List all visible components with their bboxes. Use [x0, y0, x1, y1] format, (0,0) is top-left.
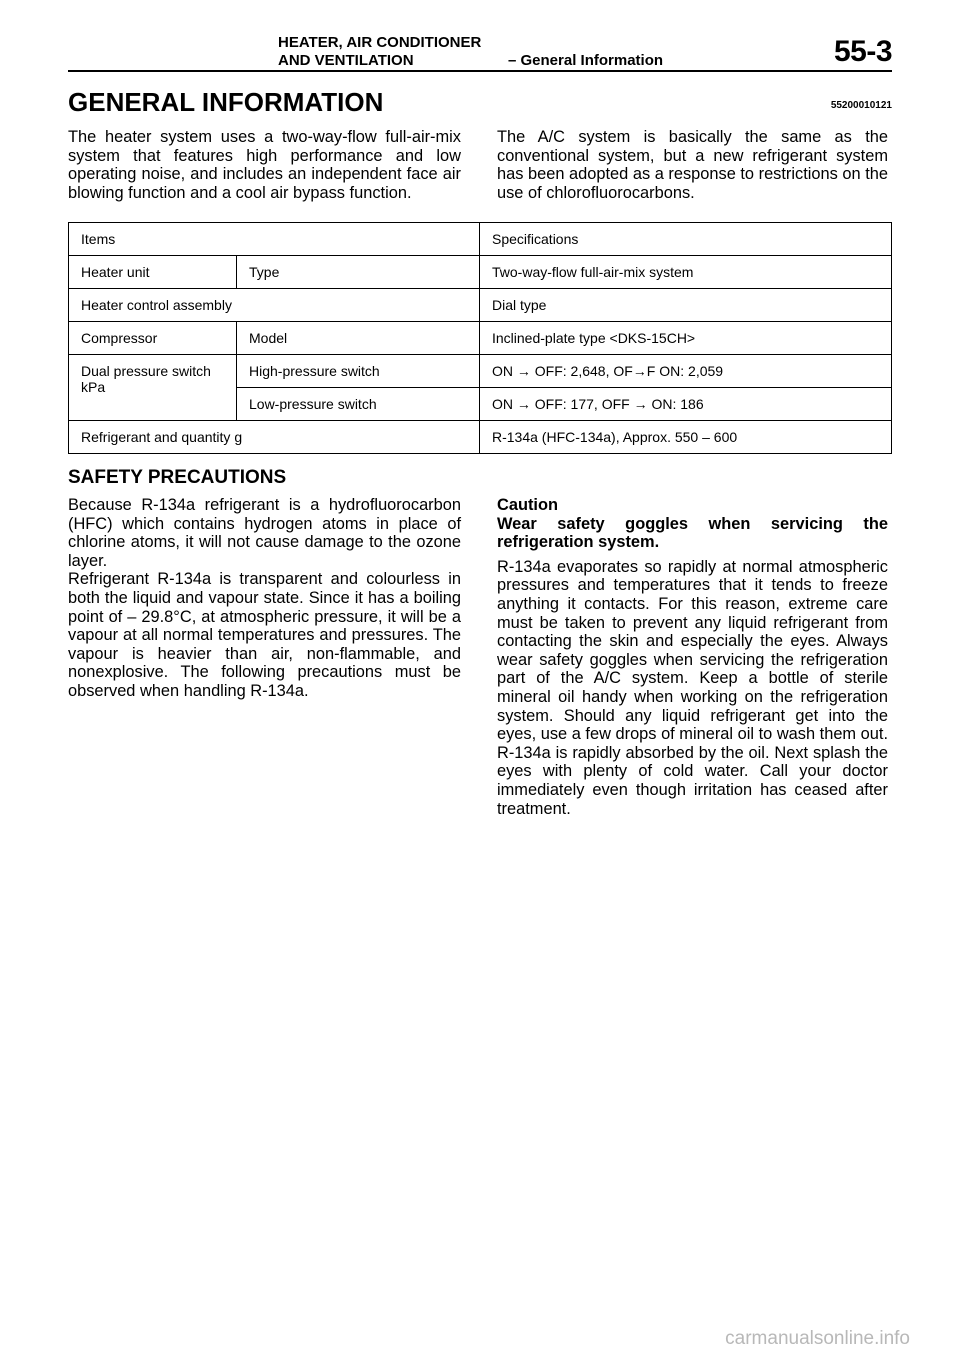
header-section-line1: HEATER, AIR CONDITIONER [278, 34, 482, 51]
cell-sub-item: Type [237, 256, 480, 289]
table-row [69, 421, 892, 454]
document-id: 55200010121 [830, 100, 892, 111]
cell-item: Refrigerant and quantity g [69, 421, 480, 454]
table-row [69, 256, 892, 289]
caution-label: Caution [497, 496, 559, 514]
cell-sub-item: High-pressure switch [237, 355, 480, 388]
header-subsection: – General Information [508, 52, 664, 69]
cell-item-dual-switch [69, 355, 237, 421]
specifications-table [68, 222, 892, 454]
header-section-line2: AND VENTILATION [278, 52, 414, 69]
cell-sub-item: Model [237, 322, 480, 355]
cell-item: Heater unit [69, 256, 237, 289]
watermark: carmanualsonline.info [725, 1328, 910, 1349]
safety-paragraph-1: Because R-134a refrigerant is a hydrofluorocarbon (HFC) which contains hydrogen atoms in place of chlorine atoms, it will not cause damage to the ozone layer. [68, 496, 461, 570]
cell-sub-item: Low-pressure switch [237, 388, 480, 421]
header-items: Items [69, 223, 480, 256]
dual-switch-label: Dual pressure switch [81, 363, 211, 379]
intro-right-paragraph: The A/C system is basically the same as the conventional system, but a new refrigerant system has been adopted as a response to restrictions on the use of chlorofluorocarbons. [497, 128, 888, 202]
page-number: 55-3 [833, 35, 892, 68]
cell-spec: Inclined-plate type <DKS-15CH> [480, 322, 892, 355]
cell-item: Heater control assembly [69, 289, 480, 322]
cell-spec: Dial type [480, 289, 892, 322]
safety-paragraph-2: Refrigerant R-134a is transparent and colourless in both the liquid and vapour state. Since it has a boiling point of – 29.8°C, at atmospheric pressure, it will be a vapour at all normal temperatures and pressures. The vapour is heavier than air, non-flammable, and nonexplosive. The following precautions must be observed when handling R-134a. [68, 570, 461, 700]
safety-right-column [497, 496, 888, 818]
table-header-row [69, 223, 892, 256]
safety-paragraph-3: R-134a evaporates so rapidly at normal atmospheric pressures and temperatures that it tends to freeze anything it contacts. For this reason, extreme care must be taken to prevent any liquid refrigerant from contacting the skin and especially the eyes. Always wear safety goggles when servicing the refrigeration part of the A/C system. Keep a bottle of sterile mineral oil handy when working on the refrigeration system. Should any liquid refrigerant get into the eyes, use a few drops of mineral oil to wash them out. R-134a is rapidly absorbed by the oil. Next splash the eyes with plenty of cold water. Call your doctor immediately even though irritation has ceased after treatment. [497, 557, 888, 818]
page-title: GENERAL INFORMATION [68, 87, 384, 117]
cell-spec: ON → OFF: 177, OFF → ON: 186 [480, 388, 892, 421]
safety-heading: SAFETY PRECAUTIONS [68, 467, 287, 488]
header-divider [68, 70, 892, 72]
cell-item: Compressor [69, 322, 237, 355]
dual-switch-unit: kPa [81, 379, 106, 395]
table-row [69, 322, 892, 355]
cell-spec: R-134a (HFC-134a), Approx. 550 – 600 [480, 421, 892, 454]
intro-left-paragraph: The heater system uses a two-way-flow full-air-mix system that features high performance and low operating noise, and includes an independent face air blowing function and a cool air bypass function. [68, 128, 461, 202]
safety-left-column [68, 496, 461, 701]
caution-text: Wear safety goggles when servicing the refrigeration system. [497, 514, 888, 552]
cell-spec: Two-way-flow full-air-mix system [480, 256, 892, 289]
table-row [69, 289, 892, 322]
cell-spec: ON → OFF: 2,648, OF→F ON: 2,059 [480, 355, 892, 388]
header-section-title [278, 34, 481, 70]
table-row [69, 355, 892, 388]
header-specifications: Specifications [480, 223, 892, 256]
